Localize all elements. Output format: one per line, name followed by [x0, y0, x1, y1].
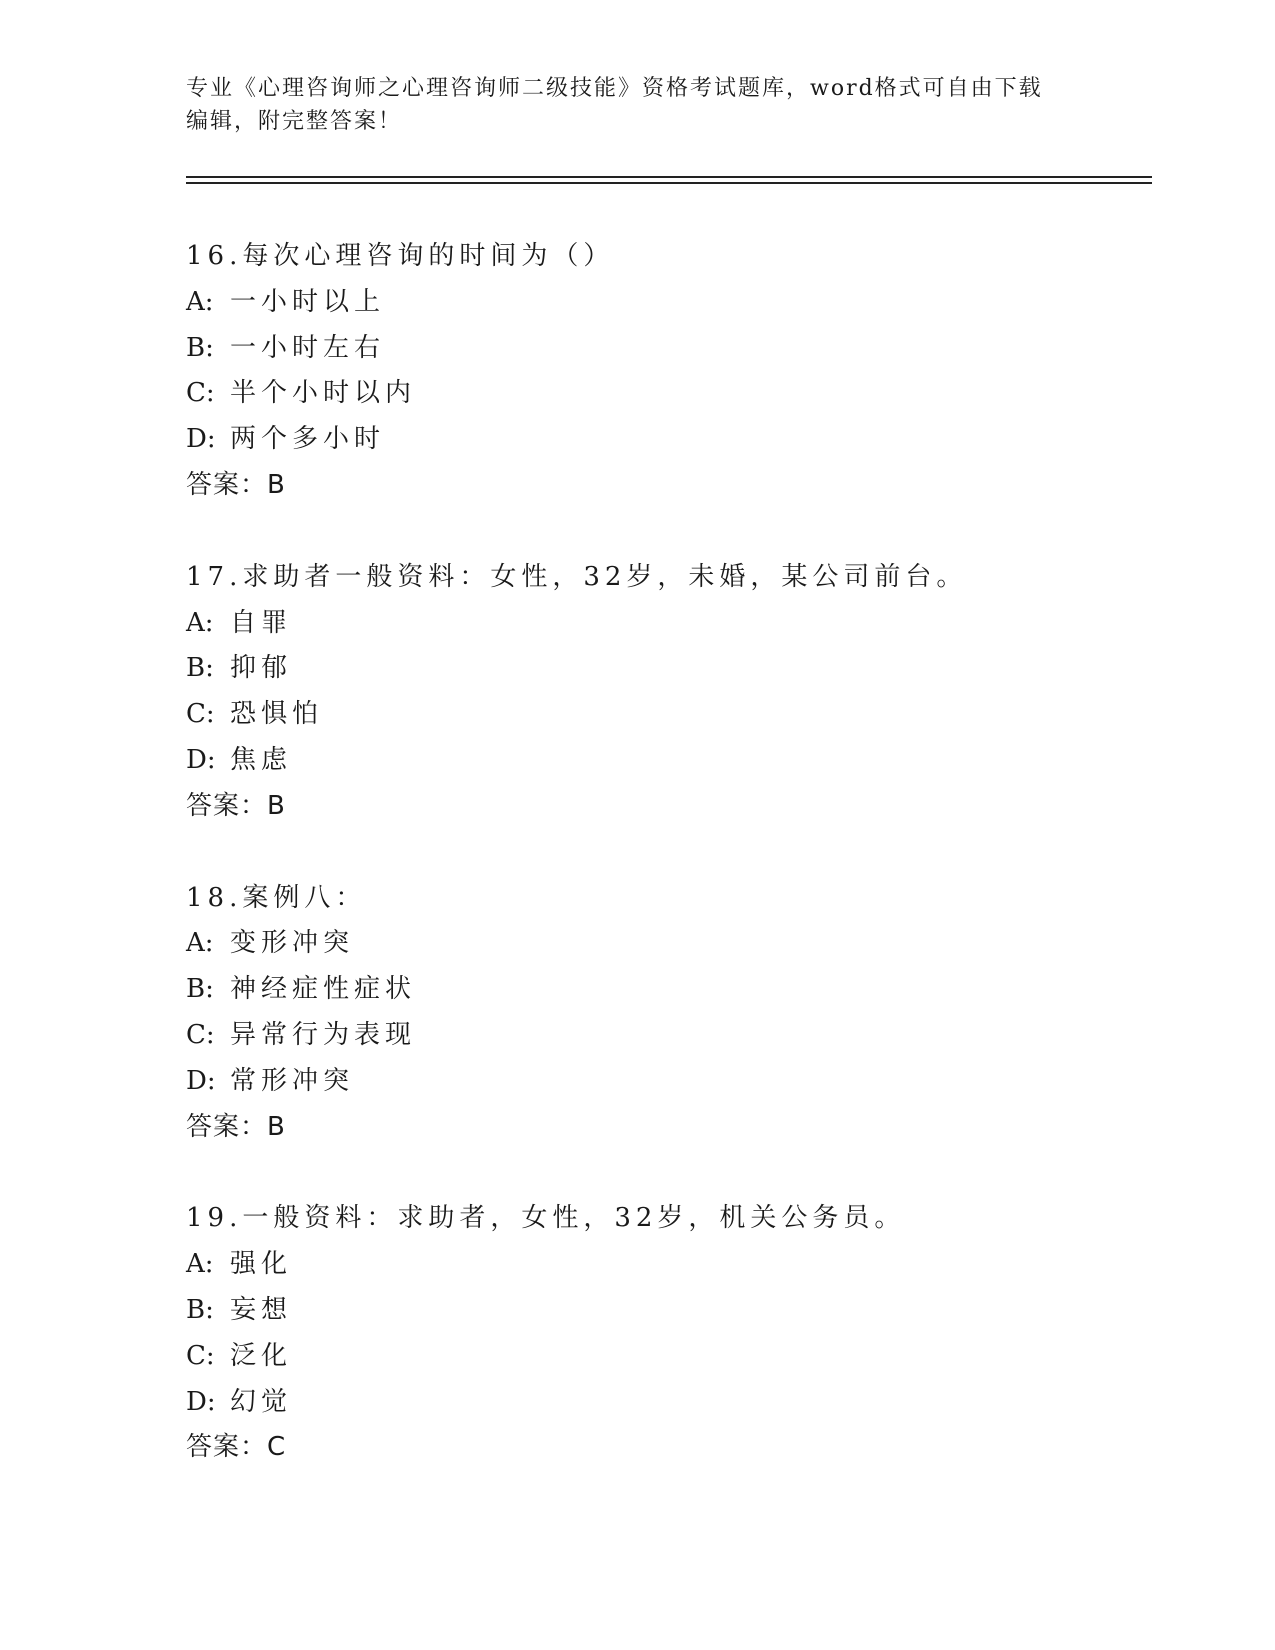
option-text: 恐惧怕 [230, 699, 324, 730]
option-label: A: [186, 286, 214, 317]
option-text: 一小时左右 [230, 332, 386, 363]
option-a [186, 601, 1186, 647]
option-label: B: [186, 974, 214, 1005]
option-text: 常形冲突 [230, 1065, 355, 1096]
option-text: 焦虑 [230, 744, 293, 775]
option-label: C: [186, 699, 215, 730]
question-16 [186, 234, 1186, 509]
question-19 [186, 1196, 1186, 1471]
option-text: 两个多小时 [230, 424, 386, 455]
option-text: 神经症性症状 [230, 974, 417, 1005]
option-c [186, 1334, 1186, 1380]
option-label: A: [186, 1249, 214, 1280]
option-text: 自罪 [230, 607, 293, 638]
option-label: B: [186, 332, 214, 363]
option-text: 异常行为表现 [230, 1019, 417, 1050]
option-text: 妄想 [230, 1294, 293, 1325]
option-text: 抑郁 [230, 653, 293, 684]
option-text: 变形冲突 [230, 928, 355, 959]
option-c [186, 692, 1186, 738]
option-d [186, 738, 1186, 784]
option-a [186, 921, 1186, 967]
option-b [186, 967, 1186, 1013]
option-label: C: [186, 1340, 215, 1371]
answer: 答案：B [186, 790, 286, 821]
document-header [186, 72, 1086, 138]
option-label: A: [186, 928, 214, 959]
option-label: B: [186, 1294, 214, 1325]
option-label: D: [186, 1386, 216, 1417]
option-d [186, 1059, 1186, 1105]
option-label: A: [186, 607, 214, 638]
answer: 答案：B [186, 1111, 286, 1142]
question-stem: 16.每次心理咨询的时间为（） [186, 241, 615, 271]
answer: 答案：C [186, 1432, 287, 1463]
header-divider-bottom [186, 182, 1152, 184]
option-label: D: [186, 1065, 216, 1096]
header-line-1: 专业《心理咨询师之心理咨询师二级技能》资格考试题库，word格式可自由下载 [186, 76, 1043, 101]
option-text: 泛化 [230, 1340, 293, 1371]
option-label: C: [186, 1019, 215, 1050]
option-text: 强化 [230, 1249, 293, 1280]
option-b [186, 326, 1186, 372]
option-label: D: [186, 744, 216, 775]
option-a [186, 1242, 1186, 1288]
option-d [186, 417, 1186, 463]
header-divider-top [186, 176, 1152, 178]
option-c [186, 371, 1186, 417]
option-b [186, 1288, 1186, 1334]
option-d [186, 1380, 1186, 1426]
question-17 [186, 555, 1186, 830]
option-a [186, 280, 1186, 326]
answer: 答案：B [186, 469, 286, 500]
option-text: 幻觉 [230, 1386, 293, 1417]
question-18 [186, 876, 1186, 1151]
option-label: B: [186, 653, 214, 684]
question-stem: 18.案例八： [186, 882, 367, 913]
option-b [186, 646, 1186, 692]
option-label: C: [186, 378, 215, 409]
option-text: 半个小时以内 [230, 378, 417, 409]
option-label: D: [186, 424, 216, 455]
option-text: 一小时以上 [230, 286, 386, 317]
question-stem: 17.求助者一般资料：女性，32岁，未婚，某公司前台。 [186, 561, 968, 592]
question-list [186, 234, 1186, 1517]
question-stem: 19.一般资料：求助者，女性，32岁，机关公务员。 [186, 1203, 906, 1234]
header-line-2: 编辑，附完整答案！ [186, 109, 403, 134]
option-c [186, 1013, 1186, 1059]
